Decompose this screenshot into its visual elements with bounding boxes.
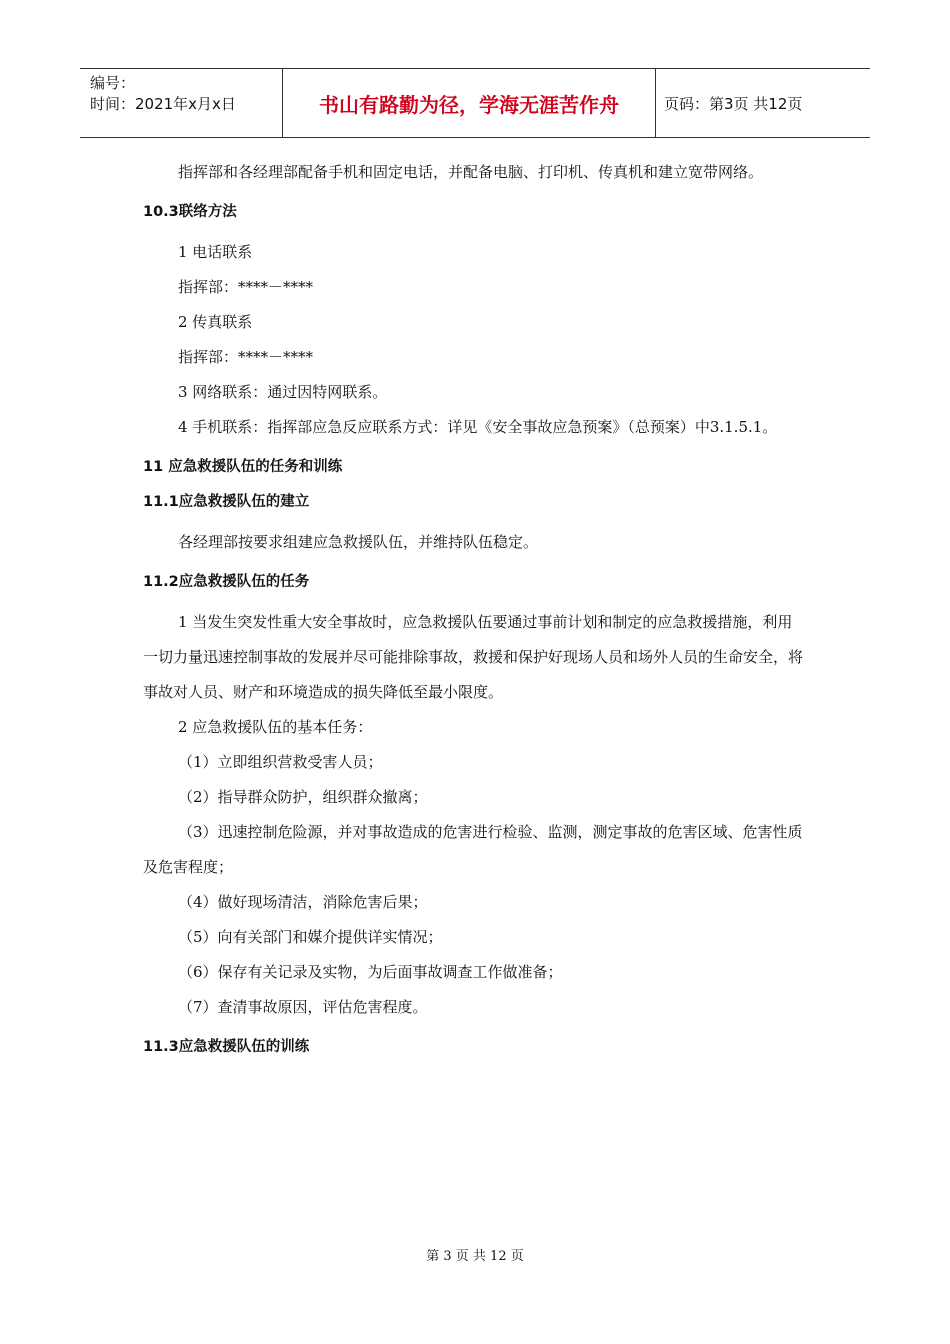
page-footer: 第 3 页 共 12 页: [426, 1249, 524, 1264]
task-item: （1）立即组织营救受害人员；: [178, 753, 383, 771]
heading-11-1: 11.1应急救援队伍的建立: [143, 494, 310, 510]
heading-11-2: 11.2应急救援队伍的任务: [143, 574, 310, 590]
header-left: [90, 73, 280, 115]
task-item: （4）做好现场清洁，消除危害后果；: [178, 893, 428, 911]
contact-fax-value: 指挥部：****－****: [178, 348, 314, 366]
contact-mobile: 4 手机联系：指挥部应急反应联系方式：详见《安全事故应急预案》（总预案）中3.1.5.1。: [178, 418, 778, 436]
page-header: [80, 68, 870, 138]
header-page-info: 页码：第3页 共12页: [664, 94, 803, 113]
task-basic: 2 应急救援队伍的基本任务：: [178, 718, 373, 736]
contact-phone: 1 电话联系: [178, 243, 253, 261]
heading-11: 11 应急救援队伍的任务和训练: [143, 459, 343, 475]
header-motto: 书山有路勤为径，学海无涯苦作舟: [282, 69, 656, 137]
task-item: （5）向有关部门和媒介提供详实情况；: [178, 928, 443, 946]
task-item: （3）迅速控制危险源，并对事故造成的危害进行检验、监测，测定事故的危害区域、危害性质及危害程度；: [143, 823, 803, 876]
contact-network: 3 网络联系：通过因特网联系。: [178, 383, 388, 401]
paragraph-11-1: 各经理部按要求组建应急救援队伍，并维持队伍稳定。: [178, 533, 539, 551]
task-item: （2）指导群众防护，组织群众撤离；: [178, 788, 428, 806]
time-label: 时间：2021年x月x日: [90, 95, 236, 113]
contact-fax: 2 传真联系: [178, 313, 253, 331]
number-label: 编号：: [90, 74, 136, 92]
task-intro: 1 当发生突发性重大安全事故时，应急救援队伍要通过事前计划和制定的应急救援措施，利用一切力量迅速控制事故的发展并尽可能排除事故，救援和保护好现场人员和场外人员的生命安全，将事故对人员、财产和环境造成的损失降低至最小限度。: [143, 613, 804, 701]
task-item: （7）查清事故原因，评估危害程度。: [178, 998, 428, 1016]
contact-phone-value: 指挥部：****－****: [178, 278, 314, 296]
heading-10-3: 10.3联络方法: [143, 204, 237, 220]
paragraph-equipment: 指挥部和各经理部配备手机和固定电话，并配备电脑、打印机、传真机和建立宽带网络。: [178, 163, 764, 181]
task-item: （6）保存有关记录及实物，为后面事故调查工作做准备；: [178, 963, 563, 981]
heading-11-3: 11.3应急救援队伍的训练: [143, 1039, 310, 1055]
document-body: [143, 155, 803, 1070]
